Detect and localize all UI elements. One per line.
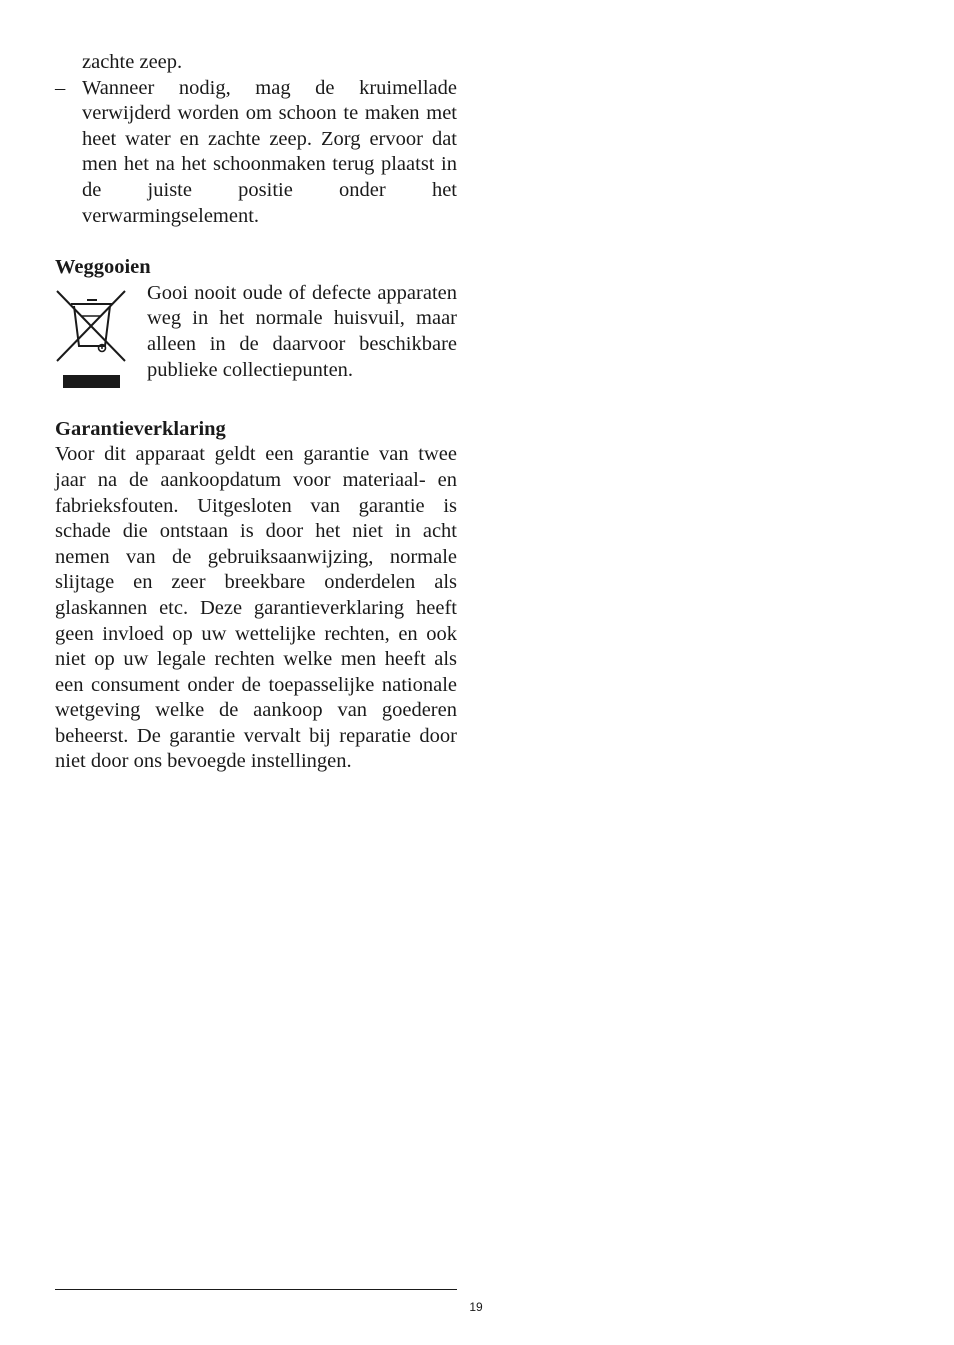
warranty-text: Voor dit apparaat geldt een garantie van twee jaar na de aankoopdatum voor materiaal- en fabrieksfouten. Uitgesloten van garantie is schade die ontstaan is door het niet in acht nemen van de gebruiksaanwijzing, normale slijtage en zeer breekbare onderdelen als glaskannen etc. Deze garantieverklaring heeft geen invloed op uw wettelijke rechten, en ook niet op uw legale rechten welke men heeft als een consument onder de toepasselijke nationale wetgeving welke de aankoop van goederen beheerst. De garantie vervalt bij reparatie door niet door ons bevoegde instellingen. [55,443,457,773]
cleaning-bullet-text: Wanneer nodig, mag de kruimellade verwijderd worden om schoon te maken met heet water en zachte zeep. Zorg ervoor dat men het na het schoonmaken terug plaatst in de juiste positie onder het verwarmingselement. [82,76,457,227]
footer-divider [55,1289,457,1290]
cleaning-bullet-item [55,76,457,230]
disposal-heading: Weggooien [55,256,151,279]
warranty-heading: Garantieverklaring [55,417,226,440]
crossed-out-wheelie-bin-icon [55,281,147,391]
bullet-dash: – [55,76,66,99]
text-column [55,50,457,775]
cleaning-continuation: zachte zeep. [82,51,183,73]
disposal-text: Gooi nooit oude of defecte apparaten weg in het normale huisvuil, maar alleen in de daarvoor beschikbare publieke collectiepunten. [147,281,457,381]
disposal-section [55,281,457,391]
page-number: 19 [469,1300,483,1314]
